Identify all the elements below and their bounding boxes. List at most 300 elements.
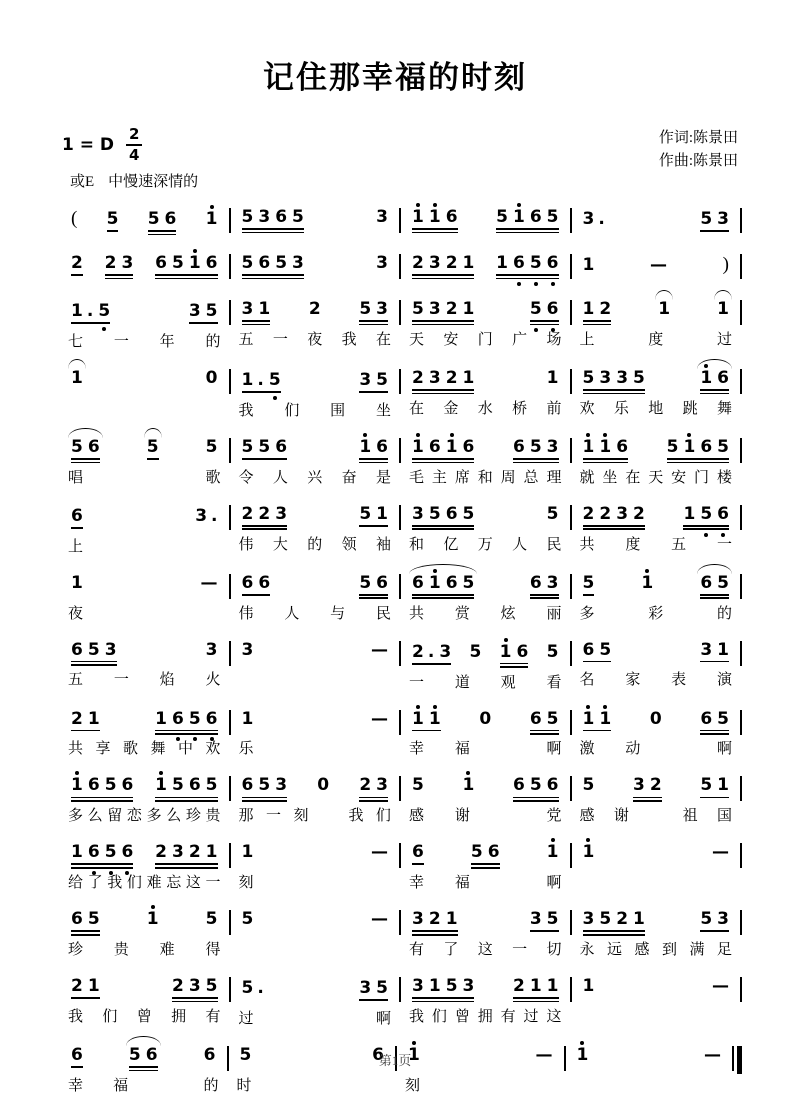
measure xyxy=(572,360,741,418)
score-line-10 xyxy=(60,767,742,825)
note: 1 xyxy=(462,298,475,319)
note: 5 xyxy=(106,209,119,229)
octave-dot-below xyxy=(517,282,521,286)
note-group xyxy=(412,298,475,319)
music-row xyxy=(401,565,570,600)
note: 5 xyxy=(105,844,117,862)
lyric-char: 刻 xyxy=(293,808,309,825)
note: 6 xyxy=(258,253,271,273)
note-group xyxy=(649,708,662,729)
lyric-char: 中 xyxy=(177,741,193,758)
measure xyxy=(60,429,229,487)
note: 3 xyxy=(632,775,645,796)
lyric-row xyxy=(60,869,229,892)
music-row xyxy=(572,701,741,736)
music-row xyxy=(231,834,400,869)
measure xyxy=(572,632,741,690)
octave-dot-above xyxy=(433,569,437,573)
note: 5 xyxy=(546,641,559,662)
note: 1 xyxy=(546,367,559,388)
note-group xyxy=(359,980,388,998)
note: 5 xyxy=(496,207,508,227)
lyric-char: 焰 xyxy=(159,672,175,689)
lyric-char: 奋 xyxy=(341,469,357,486)
note: 1 xyxy=(583,844,595,862)
note-group xyxy=(700,367,729,388)
lyric-char: 忘 xyxy=(166,875,182,892)
time-signature xyxy=(126,127,142,163)
measure xyxy=(401,632,570,692)
note: 6 xyxy=(412,842,424,863)
note: 5 xyxy=(205,976,218,996)
note: 3 xyxy=(616,503,629,524)
lyric-row xyxy=(231,802,400,825)
note: 2 xyxy=(258,503,271,524)
octave-dot-above xyxy=(504,638,508,642)
note-group xyxy=(471,844,500,862)
music-row xyxy=(231,360,400,397)
note-group xyxy=(71,911,100,929)
lyric-char: 伟 xyxy=(238,605,254,622)
lyric-char: 大 xyxy=(272,536,288,553)
music-row xyxy=(231,291,400,326)
lyric-row xyxy=(60,936,229,959)
lyric-char: 舞 xyxy=(716,400,732,417)
note: 6 xyxy=(700,436,713,457)
note: 2 xyxy=(71,976,83,996)
measure xyxy=(401,565,570,623)
music-row xyxy=(60,496,229,533)
measure xyxy=(401,360,570,418)
note-group xyxy=(633,777,662,795)
lyric-char: 火 xyxy=(205,672,221,689)
lyric-char: 一 xyxy=(272,331,288,348)
note: 1 xyxy=(582,255,595,275)
music-row xyxy=(572,245,741,282)
music-row xyxy=(401,834,570,869)
score-meta xyxy=(62,127,738,191)
lyric-char: 有 xyxy=(205,1008,221,1025)
lyric-char: 和 xyxy=(477,469,493,486)
note: — xyxy=(371,639,388,660)
score-line-6 xyxy=(60,496,742,556)
note-group xyxy=(582,436,629,457)
measure xyxy=(60,199,229,236)
lyric-char: 我 xyxy=(68,1008,84,1025)
lyric-row xyxy=(572,531,741,554)
note: 1 xyxy=(241,708,254,729)
note: 3 xyxy=(546,572,559,593)
note: 3 xyxy=(188,976,201,996)
note-group xyxy=(582,503,645,524)
page-number: 第1页 xyxy=(378,1053,412,1068)
octave-dot-above xyxy=(580,1041,584,1045)
measure xyxy=(572,834,741,892)
note-group xyxy=(241,708,254,729)
note: 6 xyxy=(547,255,559,273)
note: 1 xyxy=(429,711,441,729)
note: 5 xyxy=(717,708,729,729)
measure xyxy=(401,901,570,959)
note: 1 xyxy=(412,209,424,227)
note-group xyxy=(242,911,254,929)
note: 2 xyxy=(445,298,458,319)
note: 1 xyxy=(577,1047,589,1065)
octave-dot-above xyxy=(551,838,555,842)
lyric-char: 这 xyxy=(185,875,201,892)
note: 2 xyxy=(308,298,321,319)
music-row xyxy=(401,291,570,326)
barline xyxy=(740,641,742,666)
note-group xyxy=(71,572,83,593)
lyric-char: 一 xyxy=(716,536,732,553)
lyric-char: 共 xyxy=(68,741,84,758)
note-group xyxy=(666,436,729,457)
measure xyxy=(401,429,570,487)
lyric-row xyxy=(231,936,400,959)
lyric-char: 度 xyxy=(648,331,664,348)
lyric-char: 的 xyxy=(307,536,323,553)
lyric-char: 那 xyxy=(238,808,254,825)
barline xyxy=(740,438,742,463)
note: 2 xyxy=(599,298,612,319)
lyric-char: 一 xyxy=(113,672,129,689)
note: 6 xyxy=(546,775,559,796)
note: 2 xyxy=(649,775,662,796)
lyric-char: 得 xyxy=(205,942,221,958)
note: 1 xyxy=(206,211,218,229)
note: 5 xyxy=(700,909,713,930)
octave-dot-above xyxy=(151,905,155,909)
octave-dot-below xyxy=(273,396,277,400)
lyric-char: 度 xyxy=(625,536,641,553)
note-group xyxy=(71,978,100,996)
note-group xyxy=(700,708,729,729)
note: 5 xyxy=(241,978,254,998)
barline xyxy=(740,574,742,599)
key-label: 1 = D xyxy=(62,135,115,155)
note: 1 xyxy=(500,644,512,662)
measure xyxy=(572,245,741,282)
note: 5 xyxy=(104,775,117,796)
note: 6 xyxy=(462,436,475,457)
note: 5 xyxy=(530,301,542,319)
note-group xyxy=(371,639,388,660)
measure xyxy=(572,199,741,236)
score-line-5 xyxy=(60,429,742,487)
measure xyxy=(231,901,400,959)
measure xyxy=(231,701,400,759)
music-row xyxy=(231,968,400,1005)
lyric-char xyxy=(501,871,516,892)
lyric-row xyxy=(60,802,229,825)
note-group xyxy=(359,572,388,593)
note: 5 xyxy=(470,842,483,863)
lyric-char: 们 xyxy=(431,1008,447,1025)
note: 1 xyxy=(155,708,167,729)
lyric-row xyxy=(231,531,400,554)
octave-dot-below xyxy=(125,871,129,875)
note-group xyxy=(700,777,729,795)
octave-dot-above xyxy=(687,433,691,437)
tempo-marking xyxy=(62,170,198,191)
lyric-char: 乐 xyxy=(613,400,629,417)
note: 5 xyxy=(258,436,271,457)
note: 1 xyxy=(462,777,474,795)
note-group xyxy=(583,978,595,996)
note-group xyxy=(242,255,304,273)
lyric-char xyxy=(158,1074,173,1095)
lyric-char: 们 xyxy=(102,1008,118,1025)
note-group xyxy=(412,503,475,524)
lyric-char: 一 xyxy=(265,808,281,825)
octave-dot-above xyxy=(416,705,420,709)
note: 3 xyxy=(275,775,288,796)
note: 5 xyxy=(445,976,458,996)
measure xyxy=(401,496,570,554)
note: 6 xyxy=(376,572,388,593)
note: 1 xyxy=(412,711,424,729)
measure xyxy=(572,701,741,759)
note: 1 xyxy=(446,439,458,457)
note: 5 xyxy=(205,775,218,796)
music-row xyxy=(231,901,400,936)
lyric-char: 贵 xyxy=(113,942,129,958)
note-group xyxy=(512,436,559,457)
octave-dot-above xyxy=(466,771,470,775)
music-row xyxy=(572,360,741,395)
lyric-row xyxy=(231,1005,400,1028)
note-group xyxy=(359,298,388,319)
note-group xyxy=(412,777,424,795)
lyric-char: 歌 xyxy=(205,469,221,486)
note: 5 xyxy=(241,207,254,227)
note-group xyxy=(412,209,458,227)
note-group xyxy=(712,844,729,862)
lyric-char: 感 xyxy=(409,808,425,825)
note: 6 xyxy=(241,775,254,796)
note: 1 xyxy=(71,300,83,321)
lyric-row xyxy=(231,464,400,487)
note: — xyxy=(535,1045,553,1065)
note: 5 xyxy=(241,253,254,273)
barline xyxy=(740,710,742,735)
octave-dot-below xyxy=(210,737,214,741)
note: 6 xyxy=(145,1045,158,1065)
lyric-char: 永 xyxy=(579,942,595,958)
note: 1 xyxy=(71,777,83,795)
note-group xyxy=(241,503,288,524)
octave-dot-below xyxy=(92,871,96,875)
note: 5 xyxy=(98,303,110,321)
note: 6 xyxy=(71,1045,83,1065)
note-group xyxy=(583,844,595,862)
lyric-char: 我 xyxy=(107,875,123,892)
lyric-char: 袖 xyxy=(375,536,391,553)
lyric-char: 人 xyxy=(512,536,528,553)
measure xyxy=(60,565,229,623)
lyric-char xyxy=(671,737,686,758)
octave-dot-above xyxy=(603,433,607,437)
lyric-char: 夜 xyxy=(307,331,323,348)
note: 6 xyxy=(547,301,559,319)
note: 1 xyxy=(71,367,83,388)
note-group xyxy=(71,301,110,321)
music-row xyxy=(231,429,400,464)
note-group xyxy=(529,298,559,319)
lyric-row xyxy=(572,869,741,892)
music-row xyxy=(401,429,570,464)
note-group xyxy=(641,572,654,593)
lyric-char: 动 xyxy=(625,741,641,758)
note: 1 xyxy=(71,572,83,593)
lyric-char: 看 xyxy=(546,674,562,691)
note-group xyxy=(71,436,100,457)
note-group xyxy=(200,572,218,593)
note: 1 xyxy=(429,575,441,593)
lyric-char: 坐 xyxy=(375,402,391,419)
note: — xyxy=(371,909,388,930)
octave-dot-below xyxy=(534,328,538,332)
octave-dot-below xyxy=(176,737,180,741)
note: 6 xyxy=(445,503,458,524)
note: 5 xyxy=(469,641,482,662)
note-group xyxy=(658,298,671,319)
note: 1 xyxy=(376,503,388,524)
lyric-char: 到 xyxy=(661,942,677,958)
lyric-char: 主 xyxy=(431,469,447,486)
note-group xyxy=(412,572,475,593)
lyric-char: 有 xyxy=(500,1008,516,1025)
lyric-char: 表 xyxy=(671,672,687,689)
note: 6 xyxy=(513,255,525,273)
lyric-row xyxy=(231,397,400,420)
octave-dot-above xyxy=(704,364,708,368)
note-group xyxy=(359,436,388,457)
note: 3 xyxy=(428,367,441,388)
lyric-row xyxy=(231,600,400,623)
note: 6 xyxy=(71,505,83,526)
lyric-row xyxy=(231,869,400,892)
lyric-char: 多 xyxy=(146,808,162,825)
note: 5 xyxy=(376,978,388,998)
measure xyxy=(231,199,400,234)
note: 6 xyxy=(582,639,595,660)
music-row xyxy=(572,834,741,869)
note: 3 xyxy=(582,909,595,930)
note: 1 xyxy=(429,209,441,227)
measure xyxy=(60,245,229,280)
note: — xyxy=(650,255,667,275)
note-group xyxy=(105,255,134,273)
note: 5 xyxy=(275,253,288,273)
lyric-row xyxy=(401,802,570,825)
note: 6 xyxy=(121,775,134,796)
alternate-key: 或E xyxy=(70,174,95,190)
lyric-char: 的 xyxy=(203,1077,219,1094)
note: 5 xyxy=(700,209,713,229)
note-group xyxy=(242,777,288,795)
octave-dot-above xyxy=(363,433,367,437)
octave-dot-above xyxy=(412,1041,416,1045)
lyric-char: 么 xyxy=(87,808,103,825)
note-group xyxy=(547,844,559,862)
note: 3 xyxy=(241,298,254,319)
credits-block xyxy=(659,127,738,172)
dotted-note-dot: . xyxy=(427,641,435,662)
note-group xyxy=(683,503,729,524)
note-group xyxy=(412,978,474,996)
note: 6 xyxy=(71,909,83,930)
note: 6 xyxy=(616,436,629,457)
note: 3 xyxy=(616,367,629,388)
measure xyxy=(231,968,400,1028)
lyric-char: 领 xyxy=(341,536,357,553)
note: 5 xyxy=(700,506,712,524)
lyric-row xyxy=(401,669,570,692)
lyric-row xyxy=(60,1072,227,1095)
note: 6 xyxy=(512,775,525,796)
note-group xyxy=(371,911,388,929)
note: 5 xyxy=(529,775,542,796)
lyric-char: 围 xyxy=(330,402,346,419)
lyric-char: 曾 xyxy=(454,1008,470,1025)
lyric-char xyxy=(501,737,516,758)
lyric-char: 歌 xyxy=(122,741,138,758)
note-group xyxy=(582,572,595,593)
note: 2 xyxy=(359,775,372,796)
lyric-char: 啊 xyxy=(375,1011,391,1027)
note: 1 xyxy=(717,775,729,796)
measure xyxy=(231,360,400,420)
note-group xyxy=(462,777,474,795)
lyric-char: 门 xyxy=(477,331,493,348)
music-row xyxy=(572,632,741,667)
note-group xyxy=(205,639,218,660)
measure xyxy=(572,565,741,623)
note: 2 xyxy=(412,367,424,388)
octave-dot-above xyxy=(586,838,590,842)
lyric-char: 过 xyxy=(716,331,732,348)
note-group xyxy=(700,911,729,929)
lyric-row xyxy=(572,395,741,418)
lyric-char: 在 xyxy=(625,469,641,486)
music-row xyxy=(231,767,400,802)
music-row xyxy=(572,291,741,326)
score-line-11 xyxy=(60,834,742,892)
lyric-row xyxy=(572,802,741,825)
note: 3 xyxy=(359,978,372,998)
lyric-char: 了 xyxy=(443,942,459,958)
note: 6 xyxy=(487,842,500,863)
note-group xyxy=(530,911,559,929)
lyric-char: 兴 xyxy=(307,469,323,486)
lyric-char: 夜 xyxy=(68,605,84,622)
score-line-7 xyxy=(60,565,742,623)
note: 3 xyxy=(582,209,595,229)
note: 6 xyxy=(529,708,542,729)
note-group xyxy=(496,255,558,273)
note: 1 xyxy=(683,503,696,524)
dotted-note-dot: . xyxy=(86,300,94,321)
music-row xyxy=(401,496,570,531)
note: 5 xyxy=(359,572,372,593)
note-group xyxy=(107,211,119,229)
lyric-char: 们 xyxy=(284,402,300,419)
note: ) xyxy=(722,254,729,275)
note: — xyxy=(200,572,218,593)
note-group xyxy=(241,639,254,660)
